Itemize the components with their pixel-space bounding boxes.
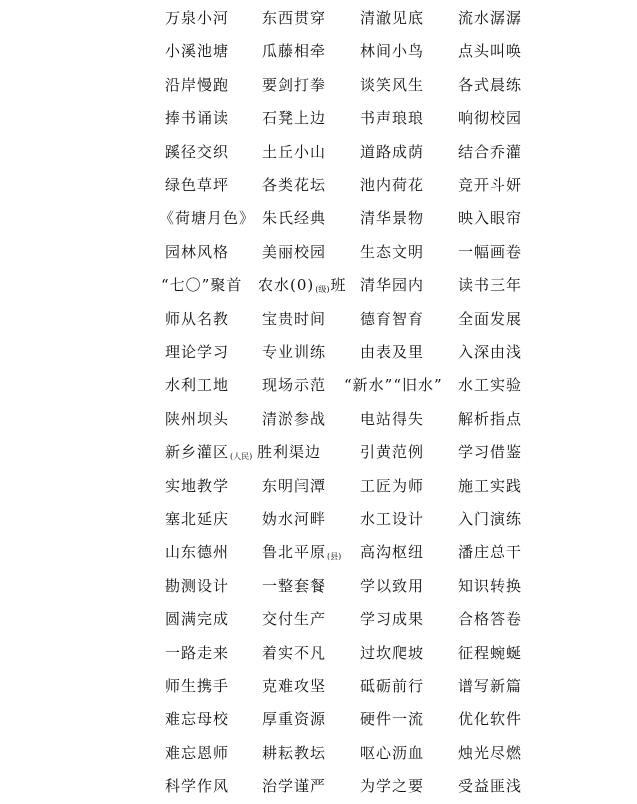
poem-phrase: 合格答卷 xyxy=(458,610,523,629)
poem-line xyxy=(0,404,637,437)
poem-phrase: 竞开斗妍 xyxy=(458,176,523,194)
poem-phrase: 烛光尽燃 xyxy=(458,743,523,762)
poem-phrase: 优化软件 xyxy=(458,710,523,729)
poem-phrase: 美丽校园 xyxy=(262,242,327,261)
poem-phrase: 引黄范例 xyxy=(360,443,425,462)
poem-phrase: 难忘恩师 xyxy=(165,743,230,762)
poem-phrase: 工匠为师 xyxy=(360,476,425,495)
poem-line xyxy=(0,137,637,170)
poem-phrase: 清华景物 xyxy=(360,209,425,228)
poem-phrase: 学习借鉴 xyxy=(458,443,523,462)
poem-phrase: 一幅画卷 xyxy=(458,242,523,261)
poem-phrase: 瓜藤相牵 xyxy=(262,42,327,61)
phrase-annotation: (县) xyxy=(327,552,342,562)
poem-line xyxy=(0,270,637,303)
poem-line xyxy=(0,571,637,604)
poem-phrase: 万泉小河 xyxy=(165,9,230,27)
poem-phrase: 克难攻坚 xyxy=(262,677,327,695)
poem-line xyxy=(0,36,637,69)
poem-phrase: 科学作风 xyxy=(165,777,230,796)
poem-line xyxy=(0,704,637,737)
poem-phrase: 专业训练 xyxy=(262,343,327,361)
poem-line xyxy=(0,638,637,671)
poem-line xyxy=(0,103,637,136)
poem-phrase: “七〇”聚首 xyxy=(161,276,243,295)
poem-line xyxy=(0,671,637,704)
poem-phrase: 难忘母校 xyxy=(165,710,230,729)
poem-line xyxy=(0,170,637,203)
poem-phrase: 响彻校园 xyxy=(458,109,523,128)
poem-phrase: 硬件一流 xyxy=(360,710,425,729)
poem-phrase: 胜利渠边 xyxy=(257,443,322,462)
poem-phrase: 沿岸慢跑 xyxy=(165,75,230,94)
poem-phrase: 各式晨练 xyxy=(458,75,523,94)
poem-phrase: 谈笑风生 xyxy=(360,75,425,94)
poem-phrase: 各类花坛 xyxy=(262,176,327,194)
poem-line xyxy=(0,304,637,337)
poem-phrase: 要剑打拳 xyxy=(262,75,327,94)
poem-phrase: 绿色草坪 xyxy=(165,176,230,194)
poem-phrase: 点头叫唤 xyxy=(458,42,523,61)
poem-phrase: 入门演练 xyxy=(458,510,523,528)
poem-phrase: 蹊径交织 xyxy=(165,142,230,161)
poem-phrase: 交付生产 xyxy=(262,610,327,629)
poem-phrase: 砥砺前行 xyxy=(360,677,425,695)
poem-phrase: 德育智育 xyxy=(360,309,425,328)
poem-phrase: 学以致用 xyxy=(360,576,425,595)
poem-line xyxy=(0,471,637,504)
poem-phrase: 生态文明 xyxy=(360,242,425,261)
poem-phrase: 朱氏经典 xyxy=(262,209,327,228)
poem-phrase: 全面发展 xyxy=(458,309,523,328)
poem-phrase: 知识转换 xyxy=(458,576,523,595)
poem-phrase: 山东德州 xyxy=(165,543,230,562)
poem-phrase: 水工实验 xyxy=(458,376,523,395)
poem-phrase: “新水”“旧水” xyxy=(344,376,443,395)
poem-phrase: 道路成荫 xyxy=(360,142,425,161)
poem-phrase: 一整套餐 xyxy=(262,576,327,595)
poem-phrase: 清华园内 xyxy=(360,276,425,295)
poem-phrase: 结合乔灌 xyxy=(458,142,523,161)
poem-phrase: 水工设计 xyxy=(360,510,425,528)
poem-line xyxy=(0,237,637,270)
poem-phrase: 圆满完成 xyxy=(165,610,230,629)
poem-line xyxy=(0,203,637,236)
poem-phrase: 园林风格 xyxy=(165,242,230,261)
poem-phrase: 《荷塘月色》 xyxy=(159,209,256,228)
poem-phrase: 勘测设计 xyxy=(165,576,230,595)
poem-phrase: 鲁北平原$_{(县)}$ xyxy=(262,543,342,562)
poem-phrase: 小溪池塘 xyxy=(165,42,230,61)
poem-phrase: 师从名教 xyxy=(165,309,230,328)
poem-phrase: 水利工地 xyxy=(165,376,230,395)
poem-phrase: 电站得失 xyxy=(360,409,425,428)
phrase-annotation: (级) xyxy=(315,285,330,295)
poem-phrase: 流水潺潺 xyxy=(458,9,523,27)
poem-phrase: 厚重资源 xyxy=(262,710,327,729)
poem-line xyxy=(0,70,637,103)
poem-phrase: 解析指点 xyxy=(458,409,523,428)
poem-line xyxy=(0,437,637,470)
poem-phrase: 映入眼帘 xyxy=(458,209,523,228)
poem-phrase: 谱写新篇 xyxy=(458,677,523,695)
poem-phrase: 捧书诵读 xyxy=(165,109,230,128)
poem-line xyxy=(0,337,637,370)
poem-line xyxy=(0,537,637,570)
poem-phrase: 受益匪浅 xyxy=(458,777,523,796)
poem-phrase: 书声琅琅 xyxy=(360,109,425,128)
poem-phrase: 现场示范 xyxy=(262,376,327,395)
poem-phrase: 宝贵时间 xyxy=(262,309,327,328)
poem-phrase: 入深由浅 xyxy=(458,343,523,361)
poem-phrase: 塞北延庆 xyxy=(165,510,230,528)
poem-phrase: 清淤参战 xyxy=(262,409,327,428)
poem-phrase: 治学谨严 xyxy=(262,777,327,796)
poem-phrase: 征程蜿蜒 xyxy=(458,643,523,662)
poem-phrase: 实地教学 xyxy=(165,476,230,495)
poem-phrase: 东西贯穿 xyxy=(262,9,327,27)
poem-phrase: 读书三年 xyxy=(458,276,523,295)
poem-phrase: 新乡灌区$_{(人民)}$ xyxy=(165,443,253,462)
poem-phrase: 耕耘教坛 xyxy=(262,743,327,762)
poem-line xyxy=(0,738,637,771)
poem-line xyxy=(0,504,637,537)
poem-phrase: 石凳上边 xyxy=(262,109,327,128)
poem-phrase: 为学之要 xyxy=(360,777,425,796)
poem-phrase: 师生携手 xyxy=(165,677,230,695)
poem-phrase: 林间小鸟 xyxy=(360,42,425,61)
poem-phrase: 高沟枢纽 xyxy=(360,543,425,562)
poem-phrase: 过坎爬坡 xyxy=(360,643,425,662)
poem-line xyxy=(0,604,637,637)
poem-phrase: 土丘小山 xyxy=(262,142,327,161)
poem-phrase: 由表及里 xyxy=(360,343,425,361)
poem-phrase: 清澈见底 xyxy=(360,9,425,27)
poem-phrase: 一路走来 xyxy=(165,643,230,662)
poem-phrase: 施工实践 xyxy=(458,476,523,495)
poem-phrase: 农水$(0)_{(级)}$班 xyxy=(258,276,347,295)
poem-phrase: 东明闫潭 xyxy=(262,476,327,495)
poem-phrase: 潘庄总干 xyxy=(458,543,523,562)
poem-line xyxy=(0,370,637,403)
poem-phrase: 着实不凡 xyxy=(262,643,327,662)
poem-phrase: 陕州坝头 xyxy=(165,409,230,428)
poem-phrase: 理论学习 xyxy=(165,343,230,361)
poem-phrase: 池内荷花 xyxy=(360,176,425,194)
poem-phrase: 学习成果 xyxy=(360,610,425,629)
poem-line xyxy=(0,771,637,804)
poem-phrase: 呕心沥血 xyxy=(360,743,425,762)
poem-phrase: 妫水河畔 xyxy=(262,510,327,528)
phrase-annotation: (人民) xyxy=(230,452,253,462)
poem-line xyxy=(0,3,637,36)
